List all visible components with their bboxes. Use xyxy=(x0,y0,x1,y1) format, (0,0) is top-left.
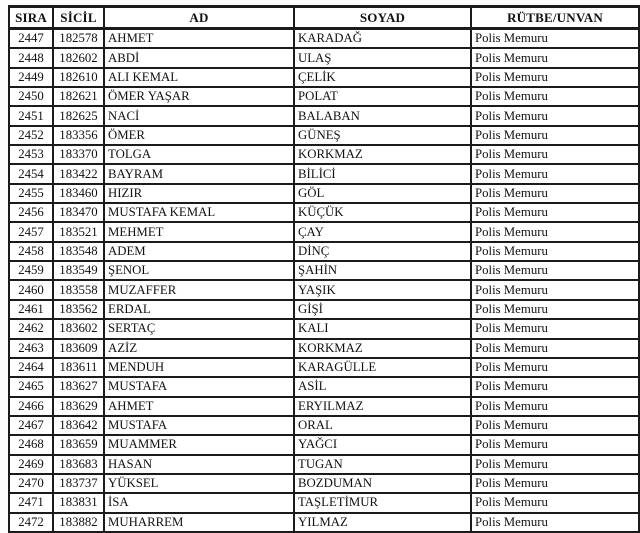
cell-sira: 2455 xyxy=(9,184,53,203)
cell-rutbe: Polis Memuru xyxy=(471,203,639,222)
cell-sira: 2467 xyxy=(9,416,53,435)
cell-sicil: 183609 xyxy=(53,339,104,358)
table-row xyxy=(9,68,639,87)
personnel-table xyxy=(8,5,640,533)
table-row xyxy=(9,493,639,512)
cell-ad: MUSTAFA KEMAL xyxy=(104,203,294,222)
cell-ad: ÖMER xyxy=(104,126,294,145)
cell-rutbe: Polis Memuru xyxy=(471,29,639,49)
cell-soyad: ŞAHİN xyxy=(294,261,471,280)
cell-sicil: 182610 xyxy=(53,68,104,87)
cell-soyad: ÇELİK xyxy=(294,68,471,87)
cell-sira: 2452 xyxy=(9,126,53,145)
table-row xyxy=(9,474,639,493)
cell-sicil: 183521 xyxy=(53,222,104,241)
cell-soyad: GÖL xyxy=(294,184,471,203)
cell-rutbe: Polis Memuru xyxy=(471,377,639,396)
cell-ad: SERTAÇ xyxy=(104,319,294,338)
cell-rutbe: Polis Memuru xyxy=(471,48,639,67)
cell-sicil: 183549 xyxy=(53,261,104,280)
table-row xyxy=(9,358,639,377)
cell-ad: MUHARREM xyxy=(104,513,294,532)
cell-rutbe: Polis Memuru xyxy=(471,87,639,106)
cell-sira: 2451 xyxy=(9,106,53,125)
column-header-rutbe: RÜTBE/UNVAN xyxy=(471,7,639,29)
cell-rutbe: Polis Memuru xyxy=(471,513,639,532)
cell-ad: TOLGA xyxy=(104,145,294,164)
cell-soyad: KORKMAZ xyxy=(294,145,471,164)
cell-sicil: 183737 xyxy=(53,474,104,493)
cell-sira: 2454 xyxy=(9,164,53,183)
cell-rutbe: Polis Memuru xyxy=(471,416,639,435)
table-row xyxy=(9,106,639,125)
cell-sicil: 183356 xyxy=(53,126,104,145)
cell-rutbe: Polis Memuru xyxy=(471,339,639,358)
cell-sira: 2466 xyxy=(9,397,53,416)
cell-rutbe: Polis Memuru xyxy=(471,126,639,145)
table-row xyxy=(9,300,639,319)
cell-sira: 2457 xyxy=(9,222,53,241)
cell-soyad: DİNÇ xyxy=(294,242,471,261)
cell-rutbe: Polis Memuru xyxy=(471,222,639,241)
cell-sicil: 183422 xyxy=(53,164,104,183)
cell-rutbe: Polis Memuru xyxy=(471,145,639,164)
table-row xyxy=(9,126,639,145)
cell-ad: ADEM xyxy=(104,242,294,261)
table-row xyxy=(9,184,639,203)
cell-soyad: BOZDUMAN xyxy=(294,474,471,493)
cell-rutbe: Polis Memuru xyxy=(471,493,639,512)
table-row xyxy=(9,203,639,222)
cell-rutbe: Polis Memuru xyxy=(471,319,639,338)
cell-ad: ERDAL xyxy=(104,300,294,319)
cell-sicil: 182625 xyxy=(53,106,104,125)
cell-sicil: 183882 xyxy=(53,513,104,532)
table-row xyxy=(9,29,639,49)
cell-sicil: 183611 xyxy=(53,358,104,377)
cell-sicil: 183831 xyxy=(53,493,104,512)
cell-ad: YÜKSEL xyxy=(104,474,294,493)
cell-sira: 2462 xyxy=(9,319,53,338)
cell-sicil: 183642 xyxy=(53,416,104,435)
cell-rutbe: Polis Memuru xyxy=(471,474,639,493)
table-row xyxy=(9,513,639,532)
table-row xyxy=(9,377,639,396)
table-row xyxy=(9,319,639,338)
cell-ad: MENDUH xyxy=(104,358,294,377)
cell-rutbe: Polis Memuru xyxy=(471,261,639,280)
cell-ad: MUSTAFA xyxy=(104,416,294,435)
cell-soyad: ORAL xyxy=(294,416,471,435)
table-row xyxy=(9,435,639,454)
table-row xyxy=(9,455,639,474)
cell-sicil: 182578 xyxy=(53,29,104,49)
column-header-soyad: SOYAD xyxy=(294,7,471,29)
cell-ad: İSA xyxy=(104,493,294,512)
table-body xyxy=(9,29,639,532)
table-row xyxy=(9,87,639,106)
cell-soyad: ASİL xyxy=(294,377,471,396)
cell-soyad: KARAGÜLLE xyxy=(294,358,471,377)
cell-sira: 2458 xyxy=(9,242,53,261)
table-row xyxy=(9,280,639,299)
cell-rutbe: Polis Memuru xyxy=(471,300,639,319)
table-row xyxy=(9,397,639,416)
table-row xyxy=(9,339,639,358)
table-row xyxy=(9,48,639,67)
cell-rutbe: Polis Memuru xyxy=(471,435,639,454)
cell-sicil: 183683 xyxy=(53,455,104,474)
cell-rutbe: Polis Memuru xyxy=(471,184,639,203)
cell-sira: 2471 xyxy=(9,493,53,512)
cell-rutbe: Polis Memuru xyxy=(471,68,639,87)
cell-sira: 2450 xyxy=(9,87,53,106)
cell-ad: MUZAFFER xyxy=(104,280,294,299)
cell-soyad: YAŞIK xyxy=(294,280,471,299)
cell-sira: 2456 xyxy=(9,203,53,222)
cell-ad: NACİ xyxy=(104,106,294,125)
table-row xyxy=(9,222,639,241)
cell-sira: 2459 xyxy=(9,261,53,280)
cell-sira: 2447 xyxy=(9,29,53,49)
cell-sira: 2448 xyxy=(9,48,53,67)
cell-soyad: KORKMAZ xyxy=(294,339,471,358)
cell-sicil: 183558 xyxy=(53,280,104,299)
cell-soyad: YILMAZ xyxy=(294,513,471,532)
cell-sira: 2465 xyxy=(9,377,53,396)
cell-sira: 2453 xyxy=(9,145,53,164)
cell-ad: BAYRAM xyxy=(104,164,294,183)
cell-sicil: 183548 xyxy=(53,242,104,261)
cell-rutbe: Polis Memuru xyxy=(471,164,639,183)
cell-sira: 2461 xyxy=(9,300,53,319)
table-header xyxy=(9,7,639,29)
cell-soyad: GÜNEŞ xyxy=(294,126,471,145)
cell-sicil: 183370 xyxy=(53,145,104,164)
cell-sicil: 183602 xyxy=(53,319,104,338)
column-header-ad: AD xyxy=(104,7,294,29)
table-row xyxy=(9,242,639,261)
column-header-sira: SIRA xyxy=(9,7,53,29)
cell-soyad: BİLİCİ xyxy=(294,164,471,183)
cell-ad: MUAMMER xyxy=(104,435,294,454)
table-row xyxy=(9,261,639,280)
column-header-sicil: SİCİL xyxy=(53,7,104,29)
cell-ad: HIZIR xyxy=(104,184,294,203)
cell-soyad: ÇAY xyxy=(294,222,471,241)
cell-ad: AZİZ xyxy=(104,339,294,358)
cell-sicil: 183629 xyxy=(53,397,104,416)
cell-sicil: 183627 xyxy=(53,377,104,396)
table-row xyxy=(9,145,639,164)
cell-sira: 2464 xyxy=(9,358,53,377)
cell-ad: ABDİ xyxy=(104,48,294,67)
cell-soyad: TAŞLETİMUR xyxy=(294,493,471,512)
cell-sira: 2463 xyxy=(9,339,53,358)
cell-ad: ÖMER YAŞAR xyxy=(104,87,294,106)
cell-ad: ŞENOL xyxy=(104,261,294,280)
cell-soyad: POLAT xyxy=(294,87,471,106)
cell-soyad: BALABAN xyxy=(294,106,471,125)
cell-rutbe: Polis Memuru xyxy=(471,397,639,416)
cell-soyad: GİŞİ xyxy=(294,300,471,319)
cell-sicil: 183470 xyxy=(53,203,104,222)
cell-sira: 2472 xyxy=(9,513,53,532)
cell-rutbe: Polis Memuru xyxy=(471,242,639,261)
cell-rutbe: Polis Memuru xyxy=(471,280,639,299)
cell-ad: ALI KEMAL xyxy=(104,68,294,87)
cell-sira: 2460 xyxy=(9,280,53,299)
cell-ad: HASAN xyxy=(104,455,294,474)
cell-rutbe: Polis Memuru xyxy=(471,455,639,474)
cell-sira: 2468 xyxy=(9,435,53,454)
cell-soyad: KARADAĞ xyxy=(294,29,471,49)
table-row xyxy=(9,416,639,435)
cell-ad: MUSTAFA xyxy=(104,377,294,396)
cell-soyad: TUGAN xyxy=(294,455,471,474)
cell-sira: 2469 xyxy=(9,455,53,474)
cell-ad: AHMET xyxy=(104,397,294,416)
cell-sicil: 183659 xyxy=(53,435,104,454)
cell-sicil: 182602 xyxy=(53,48,104,67)
cell-sira: 2470 xyxy=(9,474,53,493)
cell-ad: MEHMET xyxy=(104,222,294,241)
table-row xyxy=(9,164,639,183)
cell-sicil: 183460 xyxy=(53,184,104,203)
cell-soyad: KÜÇÜK xyxy=(294,203,471,222)
cell-soyad: KALI xyxy=(294,319,471,338)
cell-ad: AHMET xyxy=(104,29,294,49)
table-header-row xyxy=(9,7,639,29)
cell-sira: 2449 xyxy=(9,68,53,87)
cell-soyad: ULAŞ xyxy=(294,48,471,67)
cell-soyad: ERYILMAZ xyxy=(294,397,471,416)
cell-rutbe: Polis Memuru xyxy=(471,106,639,125)
cell-sicil: 182621 xyxy=(53,87,104,106)
cell-sicil: 183562 xyxy=(53,300,104,319)
cell-soyad: YAĞCI xyxy=(294,435,471,454)
cell-rutbe: Polis Memuru xyxy=(471,358,639,377)
